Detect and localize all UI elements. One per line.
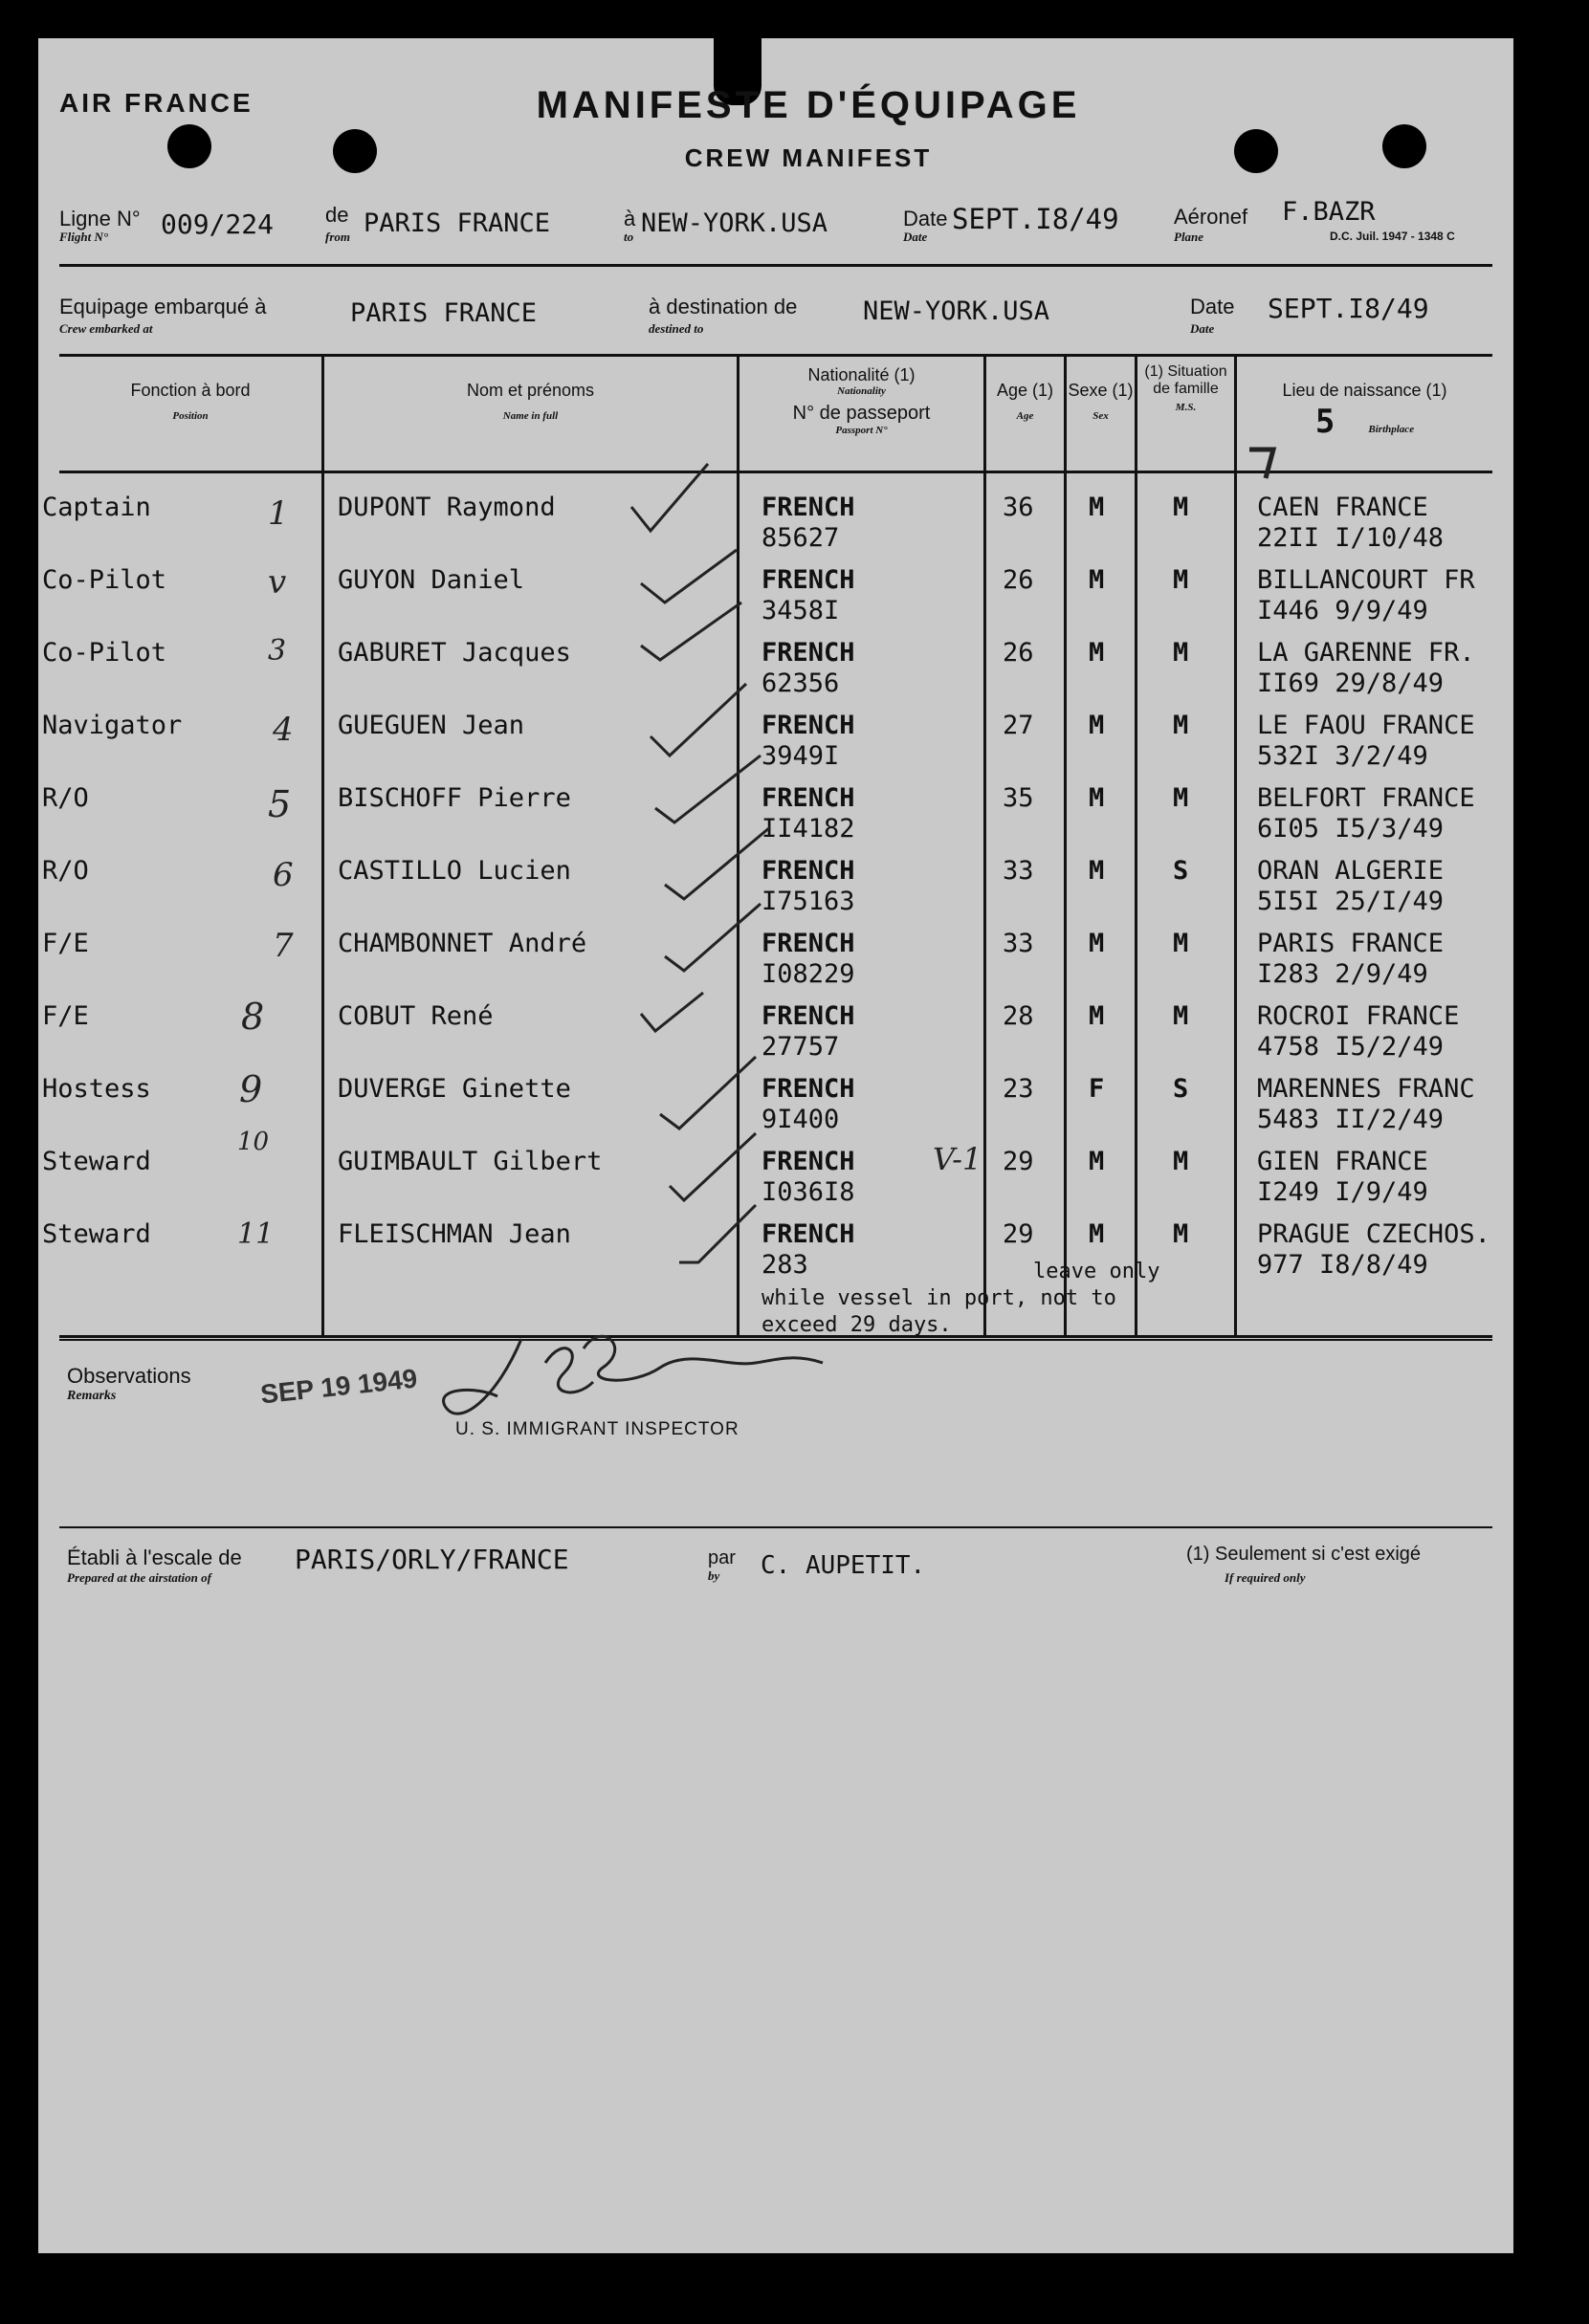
crew-name: GUYON Daniel	[338, 565, 525, 595]
admission-note: leave only	[1033, 1260, 1160, 1283]
crew-age: 26	[1003, 565, 1034, 595]
plane-registration: F.BAZR	[1282, 197, 1376, 227]
col-header-name-fr: Nom et prénoms	[466, 381, 595, 400]
col-header-situation	[1137, 363, 1234, 413]
crew-sex: M	[1089, 929, 1105, 958]
col-header-name-en: Name in full	[502, 410, 559, 422]
crew-position: F/E	[42, 1001, 89, 1031]
crew-passport: 62356	[761, 669, 840, 698]
crew-birth-ref: 977 I8/8/49	[1257, 1250, 1428, 1280]
prepared-at-label: Établi à l'escale de	[67, 1546, 242, 1569]
crew-age: 33	[1003, 856, 1034, 886]
destination-label: à destination de	[649, 295, 798, 318]
col-header-position-fr: Fonction à bord	[130, 381, 251, 400]
flight-date: SEPT.I8/49	[952, 203, 1119, 235]
crew-index: 6	[273, 856, 294, 894]
document-subtitle: CREW MANIFEST	[684, 143, 933, 172]
crew-name: FLEISCHMAN Jean	[338, 1219, 571, 1249]
ms-check-icon	[1242, 440, 1309, 488]
crew-birthplace: ROCROI FRANCE	[1257, 1001, 1460, 1031]
embark-date: SEPT.I8/49	[1268, 293, 1429, 324]
crew-name: CASTILLO Lucien	[338, 856, 571, 886]
punch-hole	[1382, 124, 1426, 168]
crew-position: R/O	[42, 856, 89, 886]
col-header-sex-en: Sex	[1092, 410, 1109, 422]
crew-nationality: FRENCH	[761, 1219, 855, 1249]
crew-nationality: FRENCH	[761, 493, 855, 522]
crew-index: 1	[268, 494, 289, 533]
handwritten-note: V-1	[933, 1141, 982, 1177]
check-mark	[641, 993, 703, 1031]
col-header-nationality-fr: Nationalité (1)	[807, 365, 916, 384]
crew-age: 26	[1003, 638, 1034, 668]
crew-birth-ref: 5I5I 25/I/49	[1257, 887, 1445, 916]
crew-index: 4	[273, 711, 294, 749]
footnote: (1) Seulement si c'est exigé	[1186, 1544, 1422, 1565]
crew-name: CHAMBONNET André	[338, 929, 587, 958]
check-mark	[641, 603, 741, 660]
crew-marital-status: M	[1173, 638, 1189, 668]
crew-marital-status: M	[1173, 711, 1189, 740]
crew-marital-status: M	[1173, 565, 1189, 595]
check-mark	[679, 1205, 756, 1262]
crew-birthplace: PARIS FRANCE	[1257, 929, 1445, 958]
check-mark	[660, 1057, 756, 1129]
crew-birthplace: ORAN ALGERIE	[1257, 856, 1445, 886]
crew-index: 7	[273, 927, 294, 965]
crew-name: GABURET Jacques	[338, 638, 571, 668]
punch-hole	[1234, 129, 1278, 173]
col-header-position-en: Position	[172, 410, 209, 422]
col-header-passport-en: Passport N°	[835, 425, 888, 436]
flight-to: NEW-YORK.USA	[641, 208, 828, 238]
crew-age: 33	[1003, 929, 1034, 958]
crew-birthplace: BELFORT FRANCE	[1257, 783, 1475, 813]
crew-age: 27	[1003, 711, 1034, 740]
embark-label-en: Crew embarked at	[59, 321, 153, 336]
flight-label-en: Flight N°	[59, 230, 109, 244]
crew-sex: F	[1089, 1074, 1105, 1104]
check-mark	[631, 464, 708, 531]
crew-sex: M	[1089, 1219, 1105, 1249]
col-header-birthplace-en: Birthplace	[1368, 424, 1415, 435]
crew-birth-ref: 4758 I5/2/49	[1257, 1032, 1445, 1062]
col-header-position	[59, 381, 321, 422]
crew-name: COBUT René	[338, 1001, 494, 1031]
col-header-sex-fr: Sexe (1)	[1068, 381, 1134, 400]
crew-birthplace: LA GARENNE FR.	[1257, 638, 1475, 668]
flight-label: Ligne N°	[59, 207, 141, 230]
crew-birth-ref: II69 29/8/49	[1257, 669, 1445, 698]
col-header-nationality-en: Nationality	[837, 385, 886, 397]
crew-position: Co-Pilot	[42, 565, 167, 595]
crew-birthplace: MARENNES FRANC	[1257, 1074, 1475, 1104]
crew-passport: I08229	[761, 959, 855, 989]
crew-age: 23	[1003, 1074, 1034, 1104]
crew-passport: 283	[761, 1250, 808, 1280]
crew-nationality: FRENCH	[761, 783, 855, 813]
col-header-nationality	[739, 365, 983, 436]
crew-passport: 3949I	[761, 741, 840, 771]
crew-marital-status: M	[1173, 783, 1189, 813]
crew-passport: 3458I	[761, 596, 840, 625]
crew-marital-status: M	[1173, 929, 1189, 958]
header-divider	[59, 264, 1492, 267]
col-header-age	[986, 381, 1064, 422]
crew-name: BISCHOFF Pierre	[338, 783, 571, 813]
manifest-page	[38, 38, 1513, 2253]
punch-hole	[167, 124, 211, 168]
crew-marital-status: S	[1173, 856, 1189, 886]
footnote-en: If required only	[1225, 1570, 1306, 1585]
crew-count: 5	[1314, 403, 1335, 441]
crew-birthplace: GIEN FRANCE	[1257, 1147, 1428, 1176]
crew-marital-status: M	[1173, 1001, 1189, 1031]
crew-birth-ref: 5483 II/2/49	[1257, 1105, 1445, 1134]
crew-nationality: FRENCH	[761, 1147, 855, 1176]
crew-marital-status: M	[1173, 1147, 1189, 1176]
crew-nationality: FRENCH	[761, 638, 855, 668]
crew-nationality: FRENCH	[761, 711, 855, 740]
crew-position: Steward	[42, 1147, 151, 1176]
crew-index: 8	[241, 996, 265, 1038]
crew-birth-ref: 6I05 I5/3/49	[1257, 814, 1445, 844]
embark-label: Equipage embarqué à	[59, 295, 267, 318]
crew-birthplace: PRAGUE CZECHOS.	[1257, 1219, 1490, 1249]
date-stamp: SEP 19 1949	[258, 1363, 419, 1410]
admission-note: while vessel in port, not to	[761, 1286, 1116, 1310]
crew-sex: M	[1089, 638, 1105, 668]
date-label-en: Date	[903, 230, 928, 244]
crew-sex: M	[1089, 783, 1105, 813]
crew-index: 9	[239, 1068, 263, 1110]
punch-hole	[333, 129, 377, 173]
prepared-by-label-en: by	[708, 1568, 720, 1583]
crew-sex: M	[1089, 565, 1105, 595]
crew-position: Hostess	[42, 1074, 151, 1104]
crew-sex: M	[1089, 856, 1105, 886]
col-header-age-en: Age	[1016, 410, 1034, 422]
col-header-passport-fr: N° de passeport	[792, 403, 931, 424]
prepared-at-label-en: Prepared at the airstation of	[67, 1570, 211, 1585]
prepared-by-label: par	[708, 1547, 736, 1568]
crew-passport: 85627	[761, 523, 840, 553]
footer-divider	[59, 1526, 1492, 1528]
col-header-situation-fr: (1) Situation de famille	[1144, 363, 1227, 397]
crew-passport: II4182	[761, 814, 855, 844]
inspector-signature	[440, 1310, 861, 1435]
embark-place: PARIS FRANCE	[350, 298, 538, 328]
check-mark	[651, 684, 746, 756]
crew-name: GUEGUEN Jean	[338, 711, 525, 740]
crew-index: 10	[237, 1128, 270, 1156]
crew-name: DUVERGE Ginette	[338, 1074, 571, 1104]
flight-from: PARIS FRANCE	[364, 208, 551, 238]
crew-birth-ref: I249 I/9/49	[1257, 1177, 1428, 1207]
table-top-border	[59, 354, 1492, 357]
crew-position: Captain	[42, 493, 151, 522]
crew-sex: M	[1089, 711, 1105, 740]
crew-position: Steward	[42, 1219, 151, 1249]
check-mark	[641, 550, 737, 603]
embark-date-label-en: Date	[1190, 321, 1215, 336]
crew-birth-ref: 532I 3/2/49	[1257, 741, 1428, 771]
crew-marital-status: S	[1173, 1074, 1189, 1104]
crew-birthplace: BILLANCOURT FR	[1257, 565, 1475, 595]
crew-index: 5	[268, 783, 292, 825]
crew-marital-status: M	[1173, 493, 1189, 522]
form-code: D.C. Juil. 1947 - 1348 C	[1330, 230, 1455, 243]
crew-position: F/E	[42, 929, 89, 958]
crew-passport: 27757	[761, 1032, 840, 1062]
destination-label-en: destined to	[649, 321, 704, 336]
company-name: AIR FRANCE	[59, 88, 254, 118]
from-label: de	[325, 203, 349, 227]
crew-birthplace: CAEN FRANCE	[1257, 493, 1428, 522]
crew-name: DUPONT Raymond	[338, 493, 556, 522]
crew-birth-ref: I283 2/9/49	[1257, 959, 1428, 989]
col-header-sex	[1067, 381, 1135, 422]
admission-note: exceed 29 days.	[761, 1313, 952, 1337]
crew-nationality: FRENCH	[761, 856, 855, 886]
crew-birth-ref: 22II I/10/48	[1257, 523, 1445, 553]
check-mark	[670, 1133, 756, 1200]
col-header-situation-en: M.S.	[1175, 402, 1197, 413]
crew-marital-status: M	[1173, 1219, 1189, 1249]
to-label: à	[624, 207, 636, 230]
check-mark	[665, 904, 761, 971]
embark-date-label: Date	[1190, 295, 1235, 318]
crew-index: 11	[237, 1217, 275, 1251]
crew-position: Co-Pilot	[42, 638, 167, 668]
crew-nationality: FRENCH	[761, 565, 855, 595]
crew-nationality: FRENCH	[761, 1001, 855, 1031]
col-header-birthplace-fr: Lieu de naissance (1)	[1282, 381, 1447, 400]
remarks-label: Observations	[67, 1364, 191, 1388]
crew-passport: I75163	[761, 887, 855, 916]
crew-age: 29	[1003, 1147, 1034, 1176]
to-label-en: to	[624, 230, 634, 244]
col-header-birthplace	[1237, 381, 1492, 441]
remarks-label-en: Remarks	[67, 1389, 117, 1403]
crew-sex: M	[1089, 1147, 1105, 1176]
date-label: Date	[903, 207, 948, 230]
prepared-by-name: C. AUPETIT.	[761, 1551, 926, 1580]
plane-label: Aéronef	[1174, 205, 1248, 229]
inspector-title: U. S. IMMIGRANT INSPECTOR	[455, 1419, 739, 1439]
crew-birthplace: LE FAOU FRANCE	[1257, 711, 1475, 740]
check-marks	[612, 449, 832, 1291]
destination-place: NEW-YORK.USA	[863, 296, 1050, 326]
plane-label-en: Plane	[1174, 230, 1204, 244]
crew-passport: I036I8	[761, 1177, 855, 1207]
crew-nationality: FRENCH	[761, 1074, 855, 1104]
flight-number: 009/224	[161, 208, 275, 240]
crew-position: R/O	[42, 783, 89, 813]
check-mark	[665, 827, 770, 899]
crew-age: 36	[1003, 493, 1034, 522]
col-header-age-fr: Age (1)	[996, 381, 1054, 400]
crew-age: 29	[1003, 1219, 1034, 1249]
crew-position: Navigator	[42, 711, 183, 740]
document-title: MANIFESTE D'ÉQUIPAGE	[536, 84, 1081, 126]
crew-sex: M	[1089, 493, 1105, 522]
prepared-at-place: PARIS/ORLY/FRANCE	[295, 1544, 569, 1575]
from-label-en: from	[325, 230, 350, 244]
crew-birth-ref: I446 9/9/49	[1257, 596, 1428, 625]
crew-sex: M	[1089, 1001, 1105, 1031]
col-header-name	[324, 381, 737, 422]
crew-age: 35	[1003, 783, 1034, 813]
check-mark	[655, 756, 761, 822]
crew-index: 3	[268, 634, 287, 668]
crew-passport: 9I400	[761, 1105, 840, 1134]
crew-index: v	[268, 563, 287, 602]
crew-name: GUIMBAULT Gilbert	[338, 1147, 603, 1176]
crew-age: 28	[1003, 1001, 1034, 1031]
crew-nationality: FRENCH	[761, 929, 855, 958]
